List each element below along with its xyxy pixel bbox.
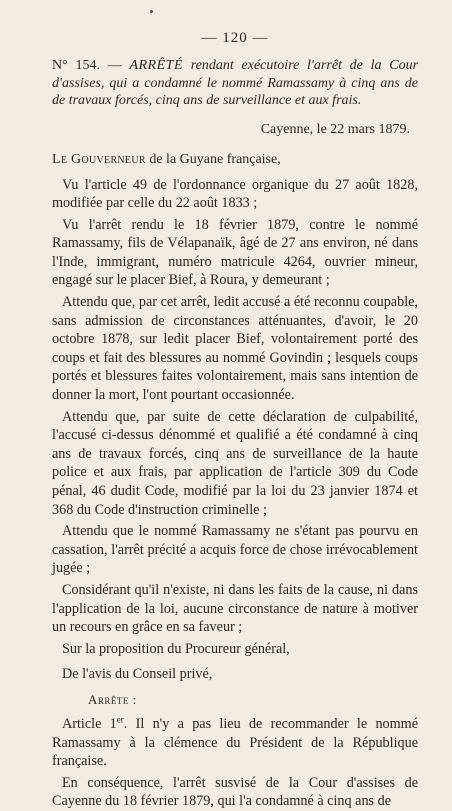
article-1 (42, 715, 418, 771)
paragraph-attendu-cassation: Attendu que le nommé Ramassamy ne s'étant pas pourvu en cassation, l'arrêt précité a acquis force de chose irrévocablement jugée ; (52, 523, 418, 577)
ink-speck (150, 10, 153, 13)
heading-dash: — (107, 58, 122, 73)
governor-territory: de la Guyane française, (149, 151, 281, 167)
decree-title: ARRÊTÉ (129, 58, 183, 73)
decree-date: Cayenne, le 22 mars 1879. (260, 121, 410, 137)
paragraph-vu-ordonnance: Vu l'article 49 de l'ordonnance organique du 27 août 1828, modifiée par celle du 22 août 1833 ; (52, 176, 418, 212)
paragraph-vu-arret: Vu l'arrêt rendu le 18 février 1879, contre le nommé Ramassamy, fils de Vélapanaïk, âgé de 27 ans environ, né dans l'Inde, immigrant, numéro matricule 4264, ouvrier mineur, engagé sur le placer Bief, à Roura, y demeurant ; (52, 216, 418, 289)
governor-title: Le Gouverneur (52, 151, 146, 167)
article-1-text: . Il n'y a pas lieu de recommander le nommé Ramassamy à la clémence du Président de la République française. (52, 715, 418, 770)
paragraph-proposition: Sur la proposition du Procureur général, (62, 640, 290, 657)
paragraph-attendu-culpabilite: Attendu que, par cet arrêt, ledit accusé a été reconnu coupable, sans admission de circonstances atténuantes, d'avoir, le 20 octobre 1878, sur ledit placer Bief, volontairement porté des coups et fait des blessures au nommé Govindin ; lesquels coups portés et blessures faites volontairement, mais sans intention de donner la mort, l'ont pourtant occasionnée. (52, 294, 418, 404)
decree-description: rendant exécutoire l'arrêt de la Cour d'assises, qui a condamné le nommé Ramassamy à cinq ans de de travaux forcés, cinq ans de surveillance et aux frais. (52, 58, 419, 108)
governor-line (52, 148, 418, 172)
paragraph-avis: De l'avis du Conseil privé, (62, 666, 213, 683)
page-number: — 120 — (201, 30, 269, 46)
paragraph-consequence: En conséquence, l'arrêt susvisé de la Cour d'assises de Cayenne du 18 février 1879, qui l'a condamné à cinq ans de (52, 774, 418, 810)
arrete-label: Arrête : (88, 691, 137, 707)
decree-heading (52, 57, 418, 110)
article-1-ordinal: er (116, 714, 124, 725)
paragraph-considerant: Considérant qu'il n'existe, ni dans les faits de la cause, ni dans l'application de la loi, aucune circonstance de nature à motiver un recours en grâce en sa faveur ; (52, 581, 418, 636)
article-1-label: Article 1 (62, 715, 117, 732)
decree-number: N° 154. (52, 58, 100, 73)
paragraph-attendu-condamnation: Attendu que, par suite de cette déclaration de culpabilité, l'accusé ci-dessus dénommé et qualifié a été condamné à cinq ans de travaux forcés, cinq ans de surveillance de la haute police et aux frais, par application de l'article 309 du Code pénal, 46 dudit Code, modifié par la loi du 23 janvier 1874 et 368 du Code d'instruction criminelle ; (52, 408, 418, 518)
